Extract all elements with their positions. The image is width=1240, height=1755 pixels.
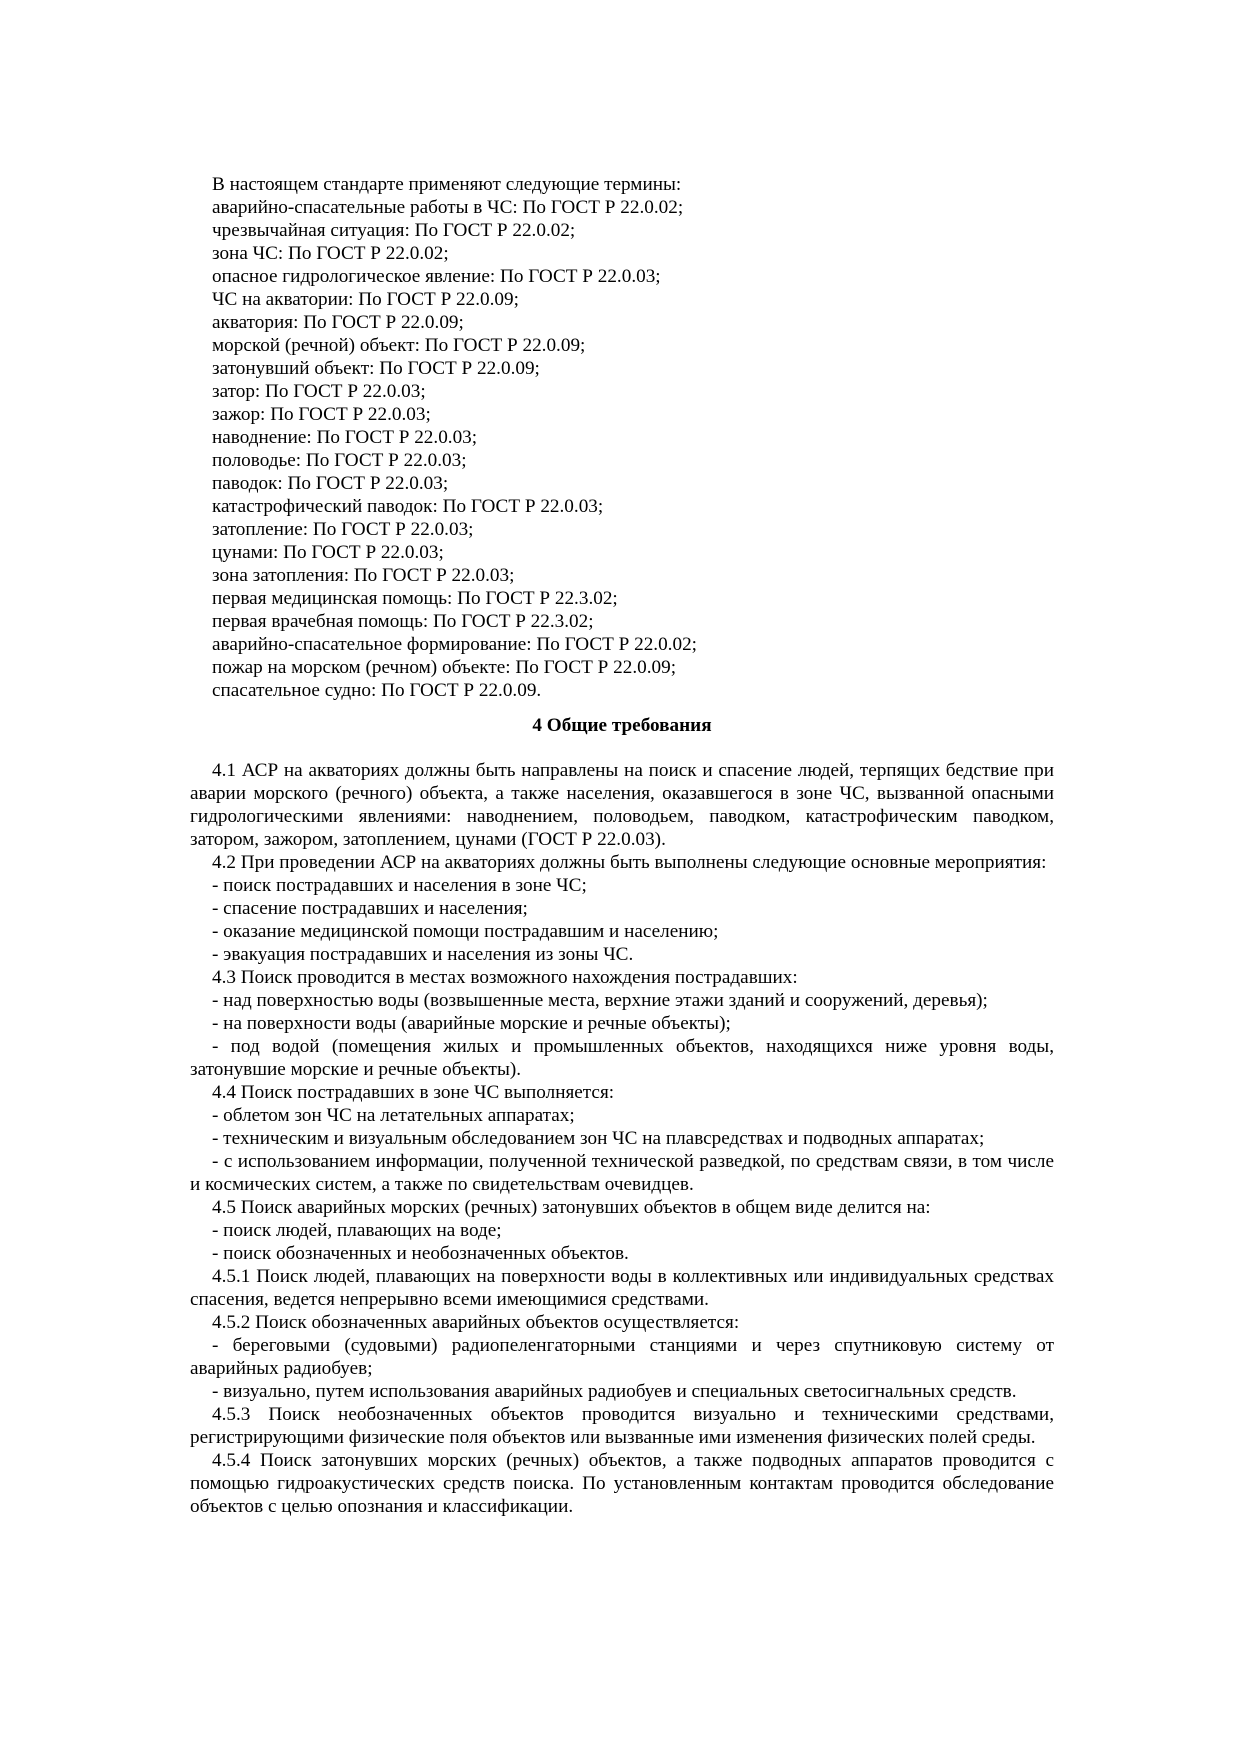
paragraph: 4.3 Поиск проводится в местах возможного нахождения пострадавших:: [212, 967, 798, 988]
paragraph: 4.5.3 Поиск необозначенных объектов проводится визуально и техническими средствами, регистрирующими физические поля объектов или вызванные ими изменения физических полей среды.: [190, 1404, 1054, 1448]
term-item: первая медицинская помощь: По ГОСТ Р 22.3.02;: [212, 588, 618, 609]
list-item: - поиск людей, плавающих на воде;: [212, 1220, 502, 1241]
list-item: - поиск обозначенных и необозначенных объектов.: [212, 1243, 629, 1264]
term-item: чрезвычайная ситуация: По ГОСТ Р 22.0.02;: [212, 220, 576, 241]
document-body: [190, 173, 1054, 1518]
section-body: [190, 759, 1054, 1518]
term-item: затонувший объект: По ГОСТ Р 22.0.09;: [212, 358, 540, 379]
paragraph: 4.4 Поиск пострадавших в зоне ЧС выполняется:: [212, 1082, 615, 1103]
term-item: первая врачебная помощь: По ГОСТ Р 22.3.02;: [212, 611, 594, 632]
term-item: пожар на морском (речном) объекте: По ГОСТ Р 22.0.09;: [212, 657, 677, 678]
term-item: наводнение: По ГОСТ Р 22.0.03;: [212, 427, 478, 448]
list-item: - визуально, путем использования аварийных радиобуев и специальных светосигнальных средств.: [212, 1381, 1017, 1402]
list-item: - над поверхностью воды (возвышенные места, верхние этажи зданий и сооружений, деревья);: [212, 990, 988, 1011]
list-item: - эвакуация пострадавших и населения из зоны ЧС.: [212, 944, 634, 965]
term-item: опасное гидрологическое явление: По ГОСТ Р 22.0.03;: [212, 266, 661, 287]
paragraph: 4.5.4 Поиск затонувших морских (речных) объектов, а также подводных аппаратов проводится с помощью гидроакустических средств поиска. По установленным контактам проводится обследование объектов с целью опознания и классификации.: [190, 1450, 1054, 1517]
paragraph: 4.5 Поиск аварийных морских (речных) затонувших объектов в общем виде делится на:: [212, 1197, 931, 1218]
term-item: аварийно-спасательные работы в ЧС: По ГОСТ Р 22.0.02;: [212, 197, 684, 218]
paragraph: 4.5.2 Поиск обозначенных аварийных объектов осуществляется:: [212, 1312, 740, 1333]
paragraph: 4.1 АСР на акваториях должны быть направлены на поиск и спасение людей, терпящих бедствие при аварии морского (речного) объекта, а также населения, оказавшегося в зоне ЧС, вызванной опасными гидрологическими явлениями: наводнением, половодьем, паводком, катастрофическим паводком, затором, зажором, затоплением, цунами (ГОСТ Р 22.0.03).: [190, 760, 1054, 850]
list-item: - с использованием информации, полученной технической разведкой, по средствам связи, в том числе и космических систем, а также по свидетельствам очевидцев.: [190, 1151, 1054, 1195]
list-item: - оказание медицинской помощи пострадавшим и населению;: [212, 921, 719, 942]
term-item: зона ЧС: По ГОСТ Р 22.0.02;: [212, 243, 449, 264]
term-item: зона затопления: По ГОСТ Р 22.0.03;: [212, 565, 515, 586]
paragraph: 4.2 При проведении АСР на акваториях должны быть выполнены следующие основные мероприятия:: [212, 852, 1047, 873]
section-heading: 4 Общие требования: [532, 715, 712, 736]
list-item: - береговыми (судовыми) радиопеленгаторными станциями и через спутниковую систему от аварийных радиобуев;: [190, 1335, 1054, 1379]
term-item: зажор: По ГОСТ Р 22.0.03;: [212, 404, 431, 425]
list-item: - облетом зон ЧС на летательных аппаратах;: [212, 1105, 575, 1126]
list-item: - под водой (помещения жилых и промышленных объектов, находящихся ниже уровня воды, затонувшие морские и речные объекты).: [190, 1036, 1054, 1080]
terms-list: [190, 173, 1054, 702]
term-item: ЧС на акватории: По ГОСТ Р 22.0.09;: [212, 289, 519, 310]
term-item: затор: По ГОСТ Р 22.0.03;: [212, 381, 426, 402]
terms-intro: В настоящем стандарте применяют следующие термины:: [212, 174, 682, 195]
list-item: - спасение пострадавших и населения;: [212, 898, 528, 919]
term-item: затопление: По ГОСТ Р 22.0.03;: [212, 519, 474, 540]
term-item: аварийно-спасательное формирование: По ГОСТ Р 22.0.02;: [212, 634, 697, 655]
term-item: морской (речной) объект: По ГОСТ Р 22.0.09;: [212, 335, 586, 356]
term-item: цунами: По ГОСТ Р 22.0.03;: [212, 542, 444, 563]
list-item: - техническим и визуальным обследованием зон ЧС на плавсредствах и подводных аппаратах;: [212, 1128, 985, 1149]
list-item: - поиск пострадавших и населения в зоне ЧС;: [212, 875, 587, 896]
term-item: паводок: По ГОСТ Р 22.0.03;: [212, 473, 449, 494]
term-item: катастрофический паводок: По ГОСТ Р 22.0.03;: [212, 496, 604, 517]
term-item: спасательное судно: По ГОСТ Р 22.0.09.: [212, 680, 542, 701]
term-item: акватория: По ГОСТ Р 22.0.09;: [212, 312, 464, 333]
paragraph: 4.5.1 Поиск людей, плавающих на поверхности воды в коллективных или индивидуальных средствах спасения, ведется непрерывно всеми имеющимися средствами.: [190, 1266, 1054, 1310]
list-item: - на поверхности воды (аварийные морские и речные объекты);: [212, 1013, 731, 1034]
term-item: половодье: По ГОСТ Р 22.0.03;: [212, 450, 467, 471]
